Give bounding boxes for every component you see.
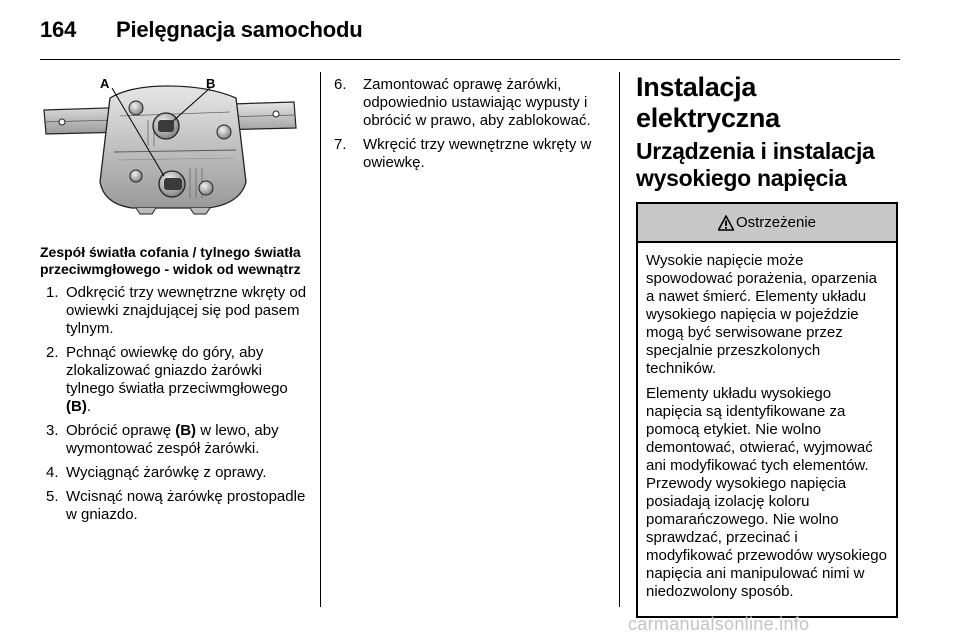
ref-b: (B)	[66, 398, 87, 415]
warning-paragraph-2: Elementy układu wysokiego napięcia są identyfikowane za pomocą etykiet. Nie wolno demontować, otwierać, wyjmować ani modyfikować tych elementów. Przewody wysokiego napięcia posiadają izolację koloru pomarańczowego. Nie wolno sprawdzać, przecinać i modyfikować przewodów wysokiego napięcia ani manipulować nimi w niedozwolony sposób.	[646, 385, 887, 600]
tail-lamp-illustration	[40, 72, 298, 217]
subsection-title: Urządzenia i instalacja wysokiego napięcia	[636, 138, 875, 191]
watermark: carmanualsonline.info	[628, 614, 810, 634]
right-column	[636, 72, 902, 618]
left-column	[40, 72, 308, 530]
warning-heading: Ostrzeżenie	[735, 214, 817, 231]
page-header	[40, 17, 362, 43]
step-2: 2. Pchnąć owiewkę do góry, aby zlokalizować gniazdo żarówki tylnego światła przeciwmgłowego (B).	[46, 344, 288, 415]
warning-box	[636, 202, 898, 618]
step-4: 4. Wyciągnąć żarówkę z oprawy.	[46, 464, 267, 481]
left-steps	[40, 284, 308, 524]
step-6: 6. Zamontować oprawę żarówki, odpowiednio ustawiając wypusty i obrócić w prawo, aby zablokować.	[334, 76, 591, 129]
column-divider-2	[619, 72, 620, 607]
step-5: 5. Wcisnąć nową żarówkę prostopadle w gniazdo.	[46, 488, 306, 523]
warning-header	[638, 204, 896, 243]
section-title: Instalacja elektryczna	[636, 72, 780, 133]
header-rule	[40, 59, 900, 60]
warning-paragraph-1: Wysokie napięcie może spowodować porażenia, oparzenia a nawet śmierć. Elementy układu wysokiego napięcia w pojeździe mogą być serwisowane przez specjalnie przeszkolonych techników.	[646, 252, 877, 377]
figure-caption: Zespół światła cofania / tylnego światła przeciwmgłowego - widok od wewnątrz	[40, 244, 301, 277]
middle-steps	[334, 76, 604, 172]
ref-b: (B)	[175, 422, 197, 439]
chapter-title: Pielęgnacja samochodu	[116, 17, 363, 42]
middle-column	[334, 76, 604, 178]
warning-triangle-icon	[718, 215, 734, 231]
column-divider-1	[320, 72, 321, 607]
callout-b: B	[206, 76, 216, 91]
warning-body	[638, 243, 896, 616]
step-3: 3. Obrócić oprawę (B) w lewo, aby wymontować zespół żarówki.	[46, 422, 279, 457]
callout-a: A	[100, 76, 110, 91]
step-7: 7. Wkręcić trzy wewnętrzne wkręty w owiewkę.	[334, 136, 592, 171]
step-1: 1. Odkręcić trzy wewnętrzne wkręty od owiewki znajdującej się pod pasem tylnym.	[46, 284, 307, 337]
page-number: 164	[40, 17, 77, 42]
